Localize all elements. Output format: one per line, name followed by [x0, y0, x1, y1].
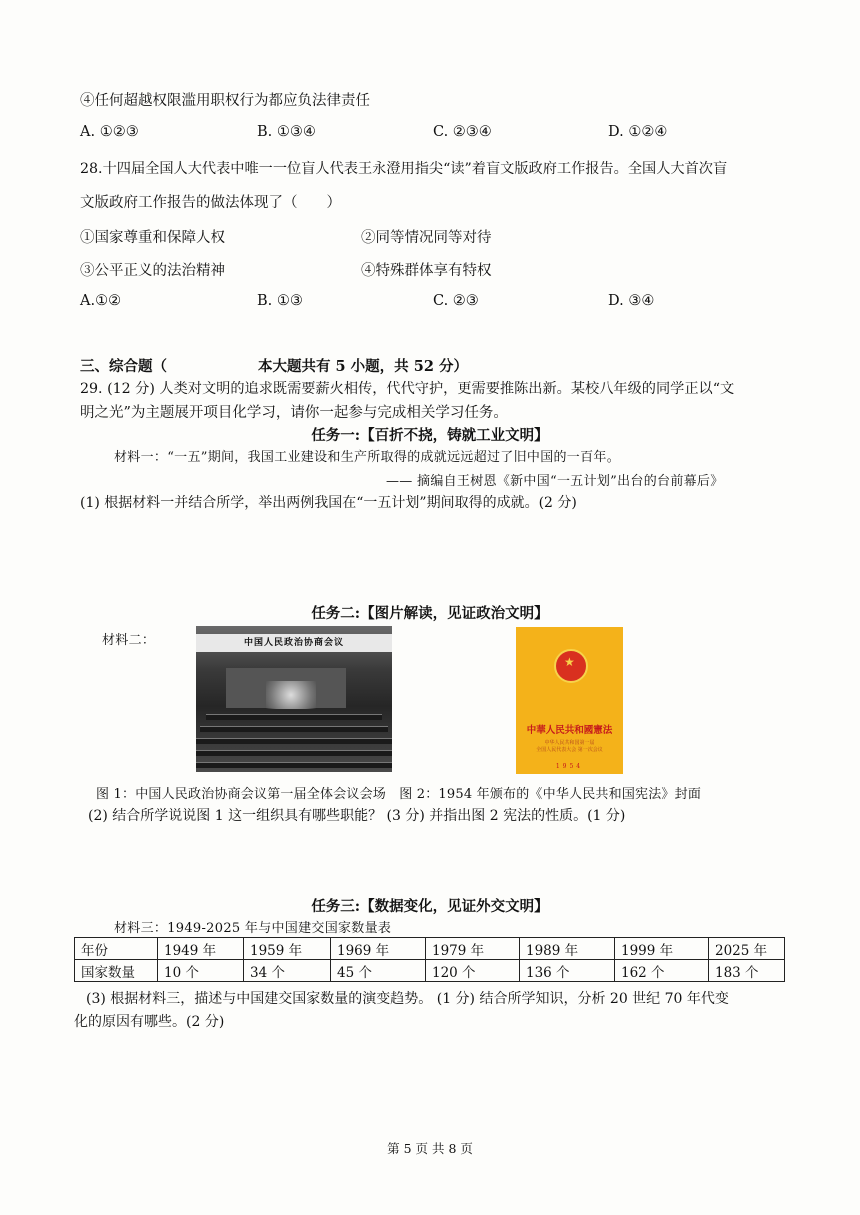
- sub-question-3-line1: (3) 根据材料三，描述与中国建交国家数量的演变趋势。 (1 分) 结合所学知识，分析 20 世纪 70 年代变: [86, 991, 729, 1007]
- national-emblem-icon: [554, 649, 588, 683]
- photo-banner: 中国人民政治协商会议: [196, 634, 392, 652]
- sub-question-3-line2: 化的原因有哪些。(2 分): [74, 1014, 225, 1030]
- table-cell: 183 个: [709, 960, 785, 982]
- table-cell: 10 个: [158, 960, 244, 982]
- table-cell: 120 个: [426, 960, 520, 982]
- q28-stem-line2: 文版政府工作报告的做法体现了（ ）: [80, 195, 341, 211]
- sub-question-1: (1) 根据材料一并结合所学，举出两例我国在“一五计划”期间取得的成就。(2 分): [80, 495, 577, 511]
- q29-intro-line2: 明之光”为主题展开项目化学习，请你一起参与完成相关学习任务。: [80, 405, 508, 421]
- task2-title: 任务二:【图片解读，见证政治文明】: [311, 605, 549, 622]
- material1-source: —— 摘编自王树恩《新中国“一五计划”出台的台前幕后》: [386, 474, 724, 489]
- table-cell: 1999 年: [615, 938, 709, 960]
- table-cell: 45 个: [331, 960, 426, 982]
- q28-option-c: C. ②③: [433, 293, 479, 309]
- table-cell: 1949 年: [158, 938, 244, 960]
- cppcc-session-photo: [196, 626, 392, 772]
- q27-option-c: C. ②③④: [433, 124, 492, 140]
- section3-heading-right: 本大题共有 5 小题，共 52 分）: [258, 358, 468, 375]
- cover-subtitle-2: 全国人民代表大会 第一次会议: [536, 747, 603, 753]
- q27-option-d: D. ①②④: [608, 124, 668, 140]
- q28-item2: ②同等情况同等对待: [361, 230, 492, 246]
- cover-subtitle-1: 中华人民共和国第一届: [544, 740, 595, 746]
- q27-option-a: A. ①②③: [80, 124, 139, 140]
- sub-question-2: (2) 结合所学说说图 1 这一组织具有哪些职能？ (3 分) 并指出图 2 宪法的性质。(1 分): [88, 808, 626, 824]
- table-cell: 1979 年: [426, 938, 520, 960]
- q28-option-b: B. ①③: [257, 293, 303, 309]
- q28-option-d: D. ③④: [608, 293, 655, 309]
- q28-stem-line1: 28.十四届全国人大代表中唯一一位盲人代表王永澄用指尖“读”着盲文版政府工作报告。全国人大首次盲: [80, 161, 728, 177]
- task3-title: 任务三:【数据变化，见证外交文明】: [311, 898, 549, 915]
- table-cell: 136 个: [520, 960, 615, 982]
- material1-text: 材料一：“一五”期间，我国工业建设和生产所取得的成就远远超过了旧中国的一百年。: [114, 450, 620, 465]
- table-header-cell: 年份: [75, 938, 158, 960]
- page-number: 第 5 页 共 8 页: [387, 1141, 473, 1156]
- table-row: [75, 938, 785, 960]
- section3-heading-left: 三、综合题（: [80, 358, 167, 375]
- table-row: [75, 960, 785, 982]
- q28-item1: ①国家尊重和保障人权: [80, 230, 225, 246]
- cover-year: 1954: [555, 763, 584, 770]
- table-cell: 2025 年: [709, 938, 785, 960]
- q27-option-b: B. ①③④: [257, 124, 316, 140]
- constitution-cover: [516, 627, 623, 774]
- diplomatic-relations-table: [74, 937, 785, 982]
- table-cell: 34 个: [244, 960, 331, 982]
- q28-option-a: A.①②: [80, 293, 122, 309]
- table-cell: 1959 年: [244, 938, 331, 960]
- material2-label: 材料二：: [102, 633, 156, 648]
- task1-title: 任务一:【百折不挠，铸就工业文明】: [311, 427, 549, 444]
- q28-item4: ④特殊群体享有特权: [361, 263, 492, 279]
- q29-intro-line1: 29. (12 分) 人类对文明的追求既需要薪火相传，代代守护，更需要推陈出新。某校八年级的同学正以“文: [80, 381, 735, 397]
- table-cell: 162 个: [615, 960, 709, 982]
- table-cell: 1969 年: [331, 938, 426, 960]
- table-header-cell: 国家数量: [75, 960, 158, 982]
- q28-item3: ③公平正义的法治精神: [80, 263, 225, 279]
- q27-item4: ④任何超越权限滥用职权行为都应负法律责任: [80, 93, 370, 109]
- figure-caption: 图 1：中国人民政治协商会议第一届全体会议会场 图 2：1954 年颁布的《中华人民共和国宪法》封面: [96, 787, 702, 802]
- constitution-title: 中華人民共和國憲法: [526, 725, 613, 736]
- material3-label: 材料三：1949-2025 年与中国建交国家数量表: [114, 921, 392, 936]
- table-cell: 1989 年: [520, 938, 615, 960]
